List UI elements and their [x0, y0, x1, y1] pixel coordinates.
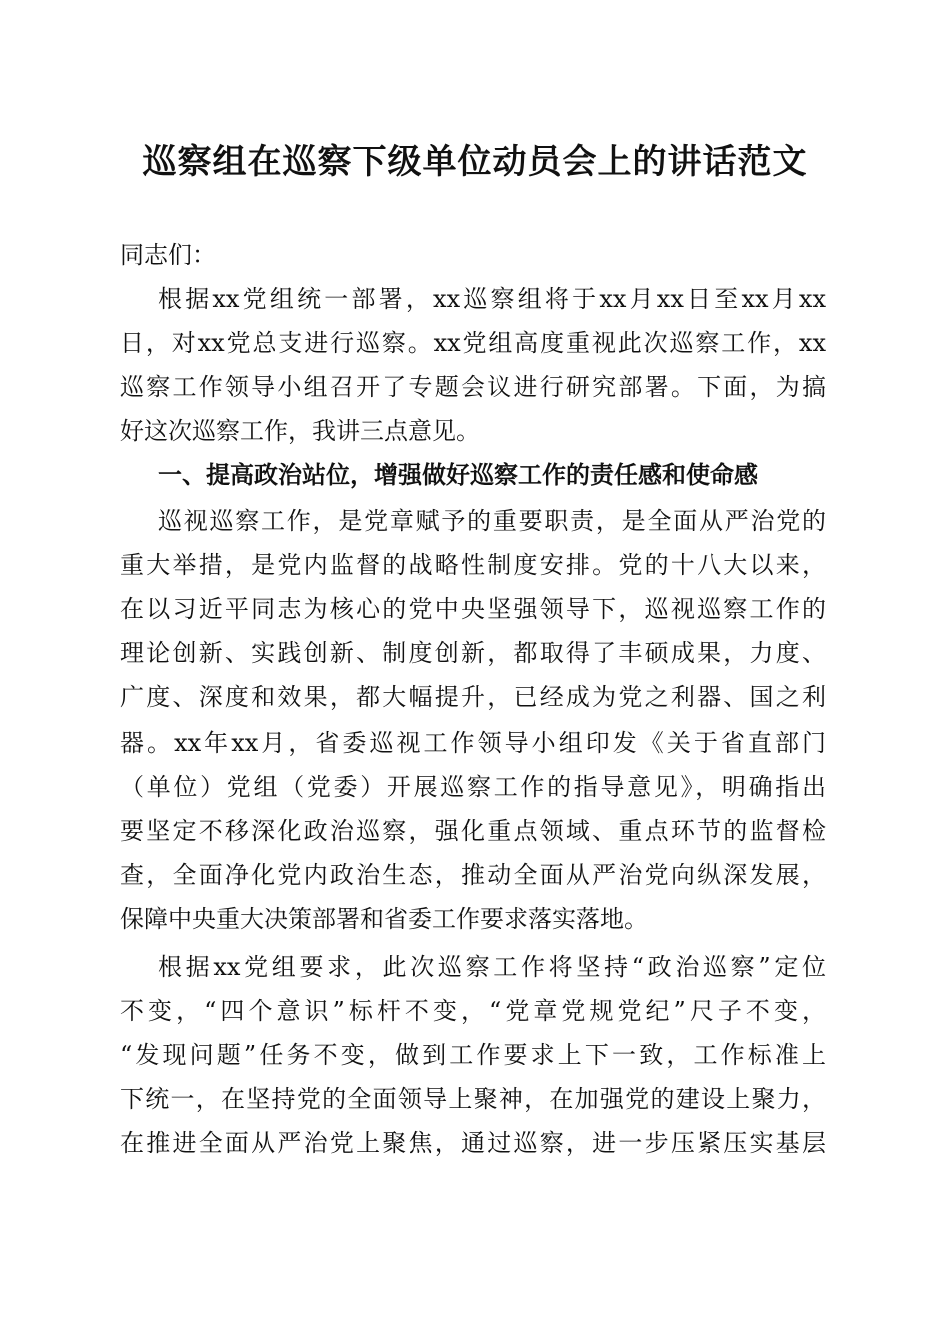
paragraph-1-line: 日，对xx党总支进行巡察。xx党组高度重视此次巡察工作，xx [120, 329, 826, 357]
paragraph-3-line: 在推进全面从严治党上聚焦，通过巡察，进一步压紧压实基层 [120, 1129, 826, 1157]
paragraph-3-line: 根据xx党组要求，此次巡察工作将坚持“政治巡察”定位 [158, 953, 826, 981]
paragraph-2-line: 器。xx年xx月，省委巡视工作领导小组印发《关于省直部门 [120, 729, 826, 757]
paragraph-1-line: 好这次巡察工作，我讲三点意见。 [120, 417, 480, 445]
paragraph-3-line: 下统一，在坚持党的全面领导上聚神，在加强党的建设上聚力， [120, 1085, 826, 1113]
paragraph-2-line: 重大举措，是党内监督的战略性制度安排。党的十八大以来， [120, 551, 826, 579]
paragraph-2-line: 巡视巡察工作，是党章赋予的重要职责，是全面从严治党的 [158, 507, 826, 535]
paragraph-2-line: 保障中央重大决策部署和省委工作要求落实落地。 [120, 905, 648, 933]
paragraph-2-line: 要坚定不移深化政治巡察，强化重点领域、重点环节的监督检 [120, 817, 826, 845]
paragraph-3-line: “发现问题”任务不变，做到工作要求上下一致，工作标准上 [120, 1041, 826, 1069]
salutation: 同志们： [120, 241, 216, 269]
document-title: 巡察组在巡察下级单位动员会上的讲话范文 [142, 142, 808, 182]
paragraph-2-line: （单位）党组（党委）开展巡察工作的指导意见》，明确指出 [120, 773, 826, 801]
section-heading-1: 一、提高政治站位，增强做好巡察工作的责任感和使命感 [158, 461, 758, 489]
paragraph-1-line: 巡察工作领导小组召开了专题会议进行研究部署。下面，为搞 [120, 373, 826, 401]
paragraph-2-line: 理论创新、实践创新、制度创新，都取得了丰硕成果，力度、 [120, 639, 826, 667]
paragraph-2-line: 查，全面净化党内政治生态，推动全面从严治党向纵深发展， [120, 861, 826, 889]
paragraph-2-line: 在以习近平同志为核心的党中央坚强领导下，巡视巡察工作的 [120, 595, 826, 623]
paragraph-3-line: 不变，“四个意识”标杆不变，“党章党规党纪”尺子不变， [120, 997, 826, 1025]
paragraph-1-line: 根据xx党组统一部署，xx巡察组将于xx月xx日至xx月xx [158, 285, 826, 313]
paragraph-2-line: 广度、深度和效果，都大幅提升，已经成为党之利器、国之利 [120, 683, 826, 711]
